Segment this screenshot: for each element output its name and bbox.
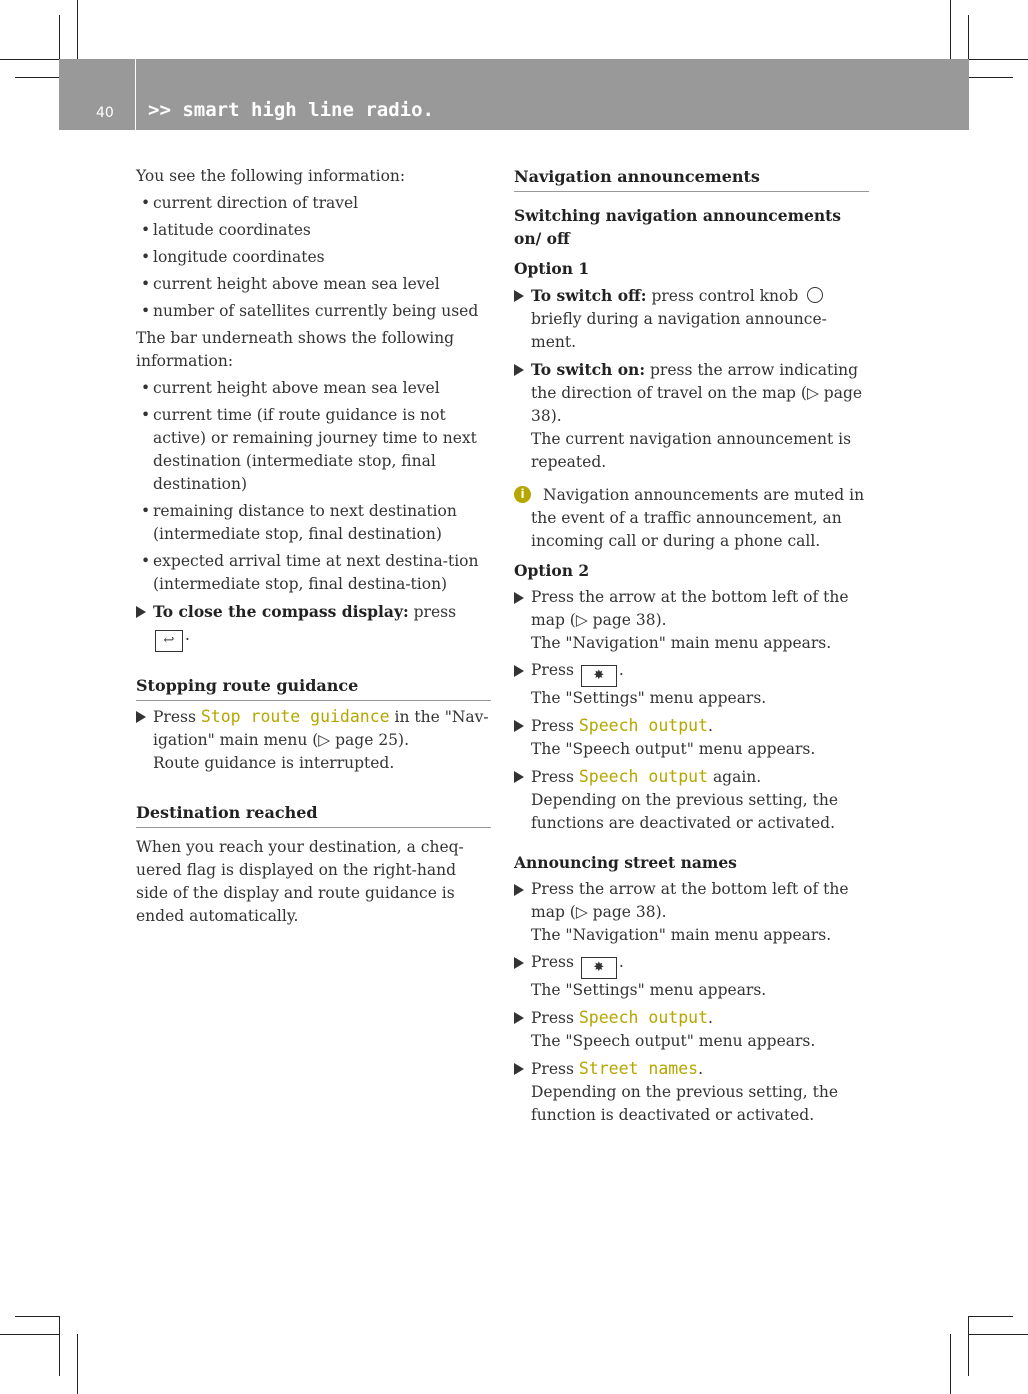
section-heading-navigation: Navigation announcements: [514, 165, 869, 192]
crop-mark: [15, 1316, 60, 1317]
step-arrow-icon: [514, 771, 524, 783]
switch-on-step: [514, 358, 869, 474]
crop-mark: [968, 59, 1028, 60]
subheading-street-names: Announcing street names: [514, 853, 737, 872]
step-result: The "Speech output" menu appears.: [531, 740, 816, 758]
list-item: • current time (if route guidance is not active) or remaining journey time to next destination (intermediate stop, final destination): [136, 404, 491, 496]
street-step-4: Press Street names. Depending on the previous setting, the function is deactivated or activated.: [514, 1057, 869, 1127]
step-text: in the "Nav-igation" main menu (▷ page 25).: [153, 708, 489, 749]
crop-mark: [968, 77, 1013, 78]
intro-text: You see the following information:: [136, 167, 406, 185]
crop-mark: [968, 1334, 1028, 1335]
step-arrow-icon: [514, 290, 524, 302]
option2-step-4: [514, 765, 869, 835]
step-press: Press: [531, 661, 574, 679]
menu-item-speech-output: Speech output: [578, 767, 708, 786]
step-press: Press: [531, 1060, 574, 1078]
crop-mark: [59, 15, 60, 60]
list-item: • remaining distance to next destination (intermediate stop, final destination): [136, 500, 491, 546]
back-icon: ↩: [155, 630, 183, 652]
step-result: Route guidance is interrupted.: [153, 754, 395, 772]
step-press: Press: [153, 708, 196, 726]
settings-icon: ✸: [581, 957, 617, 979]
step-result: The "Settings" menu appears.: [531, 981, 767, 999]
street-step-2: Press ✸ . The "Settings" menu appears.: [514, 951, 869, 1002]
crop-mark: [77, 1334, 78, 1394]
crop-mark: [950, 0, 951, 60]
menu-item-stop-route-guidance: Stop route guidance: [200, 707, 390, 726]
info-icon: i: [514, 486, 531, 503]
list-item: • current height above mean sea level: [136, 377, 491, 400]
bar-intro-text: The bar underneath shows the following information:: [136, 329, 455, 370]
crop-mark: [968, 1316, 969, 1376]
step-arrow-icon: [514, 957, 524, 969]
step-text: briefly during a navigation announce-ment.: [531, 310, 827, 351]
list-item: • current height above mean sea level: [136, 273, 491, 296]
info-text: Navigation announcements are muted in the event of a traffic announcement, an incoming call or during a phone call.: [531, 486, 865, 550]
step-arrow-icon: [514, 884, 524, 896]
control-knob-icon: [807, 287, 823, 303]
settings-icon: ✸: [581, 665, 617, 687]
stop-guidance-step: [136, 705, 491, 775]
header-title: >> smart high line radio.: [148, 99, 434, 121]
step-arrow-icon: [514, 1012, 524, 1024]
street-step-3: Press Speech output. The "Speech output" menu appears.: [514, 1006, 869, 1053]
step-result: The "Speech output" menu appears.: [531, 1032, 816, 1050]
step-result: The "Navigation" main menu appears.: [531, 634, 832, 652]
crop-mark: [15, 77, 60, 78]
step-arrow-icon: [514, 665, 524, 677]
close-compass-step: To close the compass display: press ↩ .: [136, 600, 491, 652]
option-2-label: Option 2: [514, 561, 590, 580]
step-arrow-icon: [136, 606, 146, 618]
menu-item-speech-output: Speech output: [578, 716, 708, 735]
right-column: [514, 165, 869, 1127]
step-arrow-icon: [514, 1063, 524, 1075]
crop-mark: [968, 15, 969, 60]
destination-text: When you reach your destination, a cheq-uered flag is displayed on the right-hand side of the display and route guidance is ended automatically.: [136, 838, 464, 925]
step-text: Press the arrow at the bottom left of the map (▷ page 38).: [531, 588, 849, 629]
option2-step-3: Press Speech output. The "Speech output" menu appears.: [514, 714, 869, 761]
step-result: The "Settings" menu appears.: [531, 689, 767, 707]
step-bold-label: To switch off:: [531, 286, 647, 305]
page-number: 40: [96, 105, 114, 121]
step-press: Press: [531, 768, 574, 786]
step-text: press: [413, 603, 457, 621]
menu-item-street-names: Street names: [578, 1059, 699, 1078]
step-result: The "Navigation" main menu appears.: [531, 926, 832, 944]
step-result: Depending on the previous setting, the function is deactivated or activated.: [531, 1083, 839, 1124]
street-step-1: [514, 878, 869, 947]
step-bold-label: To switch on:: [531, 360, 646, 379]
step-text: press control knob: [651, 287, 799, 305]
option2-step-1: [514, 586, 869, 655]
crop-mark: [950, 1334, 951, 1394]
left-column: [136, 165, 491, 928]
step-arrow-icon: [514, 592, 524, 604]
crop-mark: [968, 1316, 1013, 1317]
header-divider: [135, 59, 136, 130]
list-item: • expected arrival time at next destina-tion (intermediate stop, final destina-tion): [136, 550, 491, 596]
step-press: Press: [531, 717, 574, 735]
step-bold-label: To close the compass display:: [153, 602, 409, 621]
crop-mark: [0, 59, 60, 60]
step-text: Press the arrow at the bottom left of the map (▷ page 38).: [531, 880, 849, 921]
step-text: again.: [712, 768, 762, 786]
subheading-switching: Switching navigation announcements on/ off: [514, 206, 841, 248]
section-heading-destination: Destination reached: [136, 801, 491, 828]
section-heading-stopping: Stopping route guidance: [136, 674, 491, 701]
option2-step-2: Press ✸ . The "Settings" menu appears.: [514, 659, 869, 710]
step-arrow-icon: [136, 711, 146, 723]
option-1-label: Option 1: [514, 259, 590, 278]
crop-mark: [0, 1334, 60, 1335]
step-result: Depending on the previous setting, the functions are deactivated or activated.: [531, 791, 839, 832]
list-item: • latitude coordinates: [136, 219, 491, 242]
list-item: • current direction of travel: [136, 192, 491, 215]
page-header: [59, 59, 969, 130]
step-arrow-icon: [514, 720, 524, 732]
step-press: Press: [531, 1009, 574, 1027]
info-note: [514, 484, 869, 553]
info-list: [136, 192, 491, 323]
step-arrow-icon: [514, 364, 524, 376]
step-text: press the arrow indicating the direction of travel on the map (▷ page 38).: [531, 361, 863, 425]
switch-off-step: [514, 284, 869, 354]
list-item: • longitude coordinates: [136, 246, 491, 269]
crop-mark: [77, 0, 78, 60]
bar-list: [136, 377, 491, 596]
step-press: Press: [531, 953, 574, 971]
menu-item-speech-output: Speech output: [578, 1008, 708, 1027]
crop-mark: [59, 1316, 60, 1376]
step-result: The current navigation announcement is repeated.: [531, 430, 852, 471]
list-item: • number of satellites currently being used: [136, 300, 491, 323]
